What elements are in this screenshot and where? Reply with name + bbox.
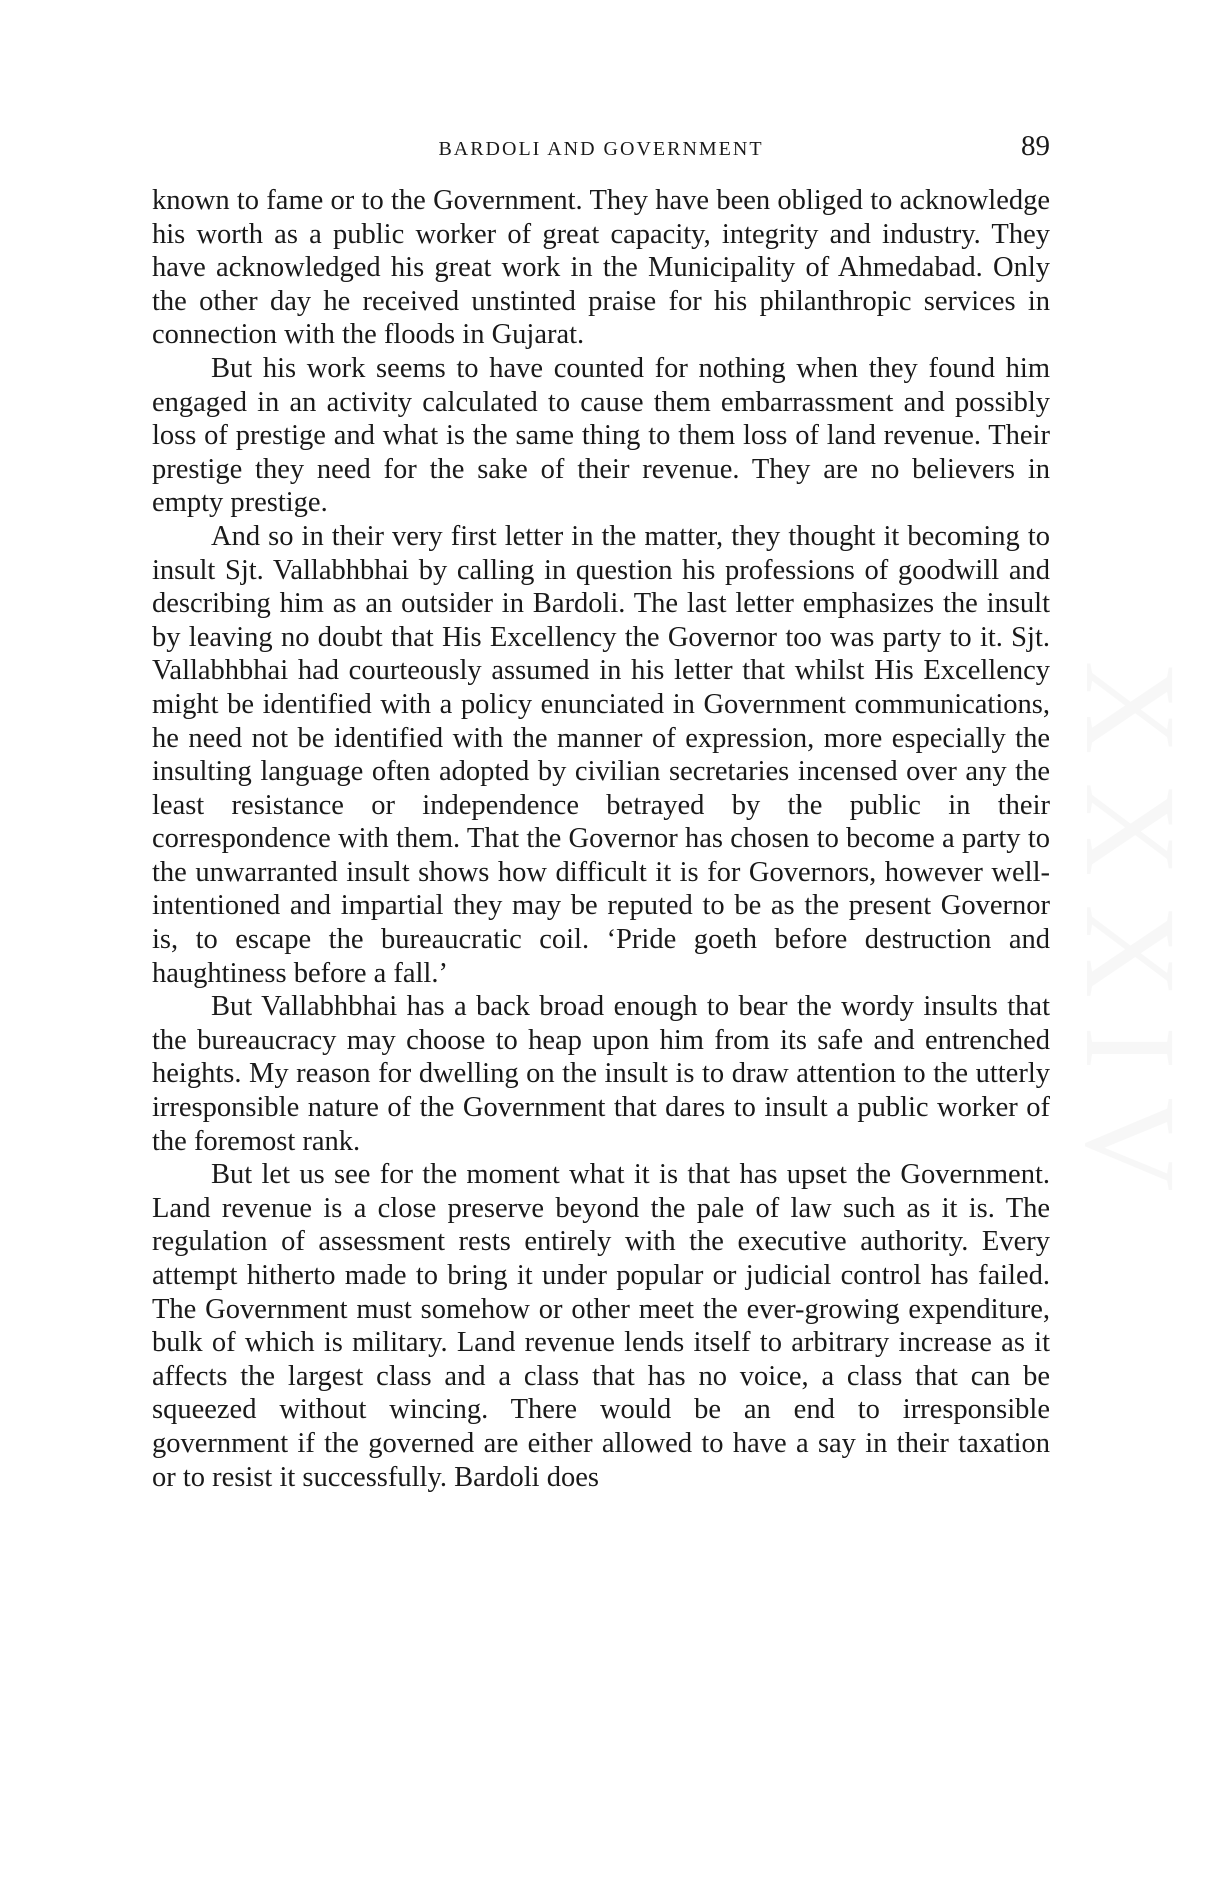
page-number: 89 [1021,130,1050,162]
body-text [152,184,1050,1494]
paragraph-5: But let us see for the moment what it is that has upset the Government. Land revenue is a close preserve beyond the pale of law such as it is. The regulation of assessment rests entirely with the executive authority. Every attempt hitherto made to bring it under popular or judicial control has failed. The Government must somehow or other meet the ever-growing expenditure, bulk of which is military. Land revenue lends itself to arbitrary increase as it affects the largest class and a class that has no voice, a class that can be squeezed without wincing. There would be an end to irresponsible government if the governed are either allowed to have a say in their taxation or to resist it successfully. Bardoli does [152,1159,1050,1493]
running-head: BARDOLI AND GOVERNMENT [438,138,764,160]
paragraph-4: But Vallabhbhai has a back broad enough to bear the wordy insults that the bureaucracy may choose to heap upon him from its safe and entrenched heights. My reason for dwelling on the insult is to draw attention to the utterly irresponsible nature of the Government that dares to insult a public worker of the foremost rank. [152,991,1050,1157]
watermark [1040,390,1220,1490]
paragraph-2: But his work seems to have counted for nothing when they found him engaged in an activity calculated to cause them embarrassment and possibly loss of prestige and what is the same thing to them loss of land revenue. Their prestige they need for the sake of their revenue. They are no believers in empty prestige. [152,352,1050,519]
watermark-text: XXXIV [1058,660,1202,1220]
paragraph-1: known to fame or to the Government. They have been obliged to acknowledge his worth as a public worker of great capacity, integrity and industry. They have acknowledged his great work in the Municipality of Ahmedabad. Only the other day he received unstinted praise for his philanthropic services in connection with the floods in Gujarat. [152,185,1050,351]
paragraph-3: And so in their very first letter in the matter, they thought it becoming to insult Sjt. Vallabhbhai by calling in question his professions of goodwill and describing him as an outsider in Bardoli. The last letter emphasizes the insult by leaving no doubt that His Excellency the Governor too was party to it. Sjt. Vallabhbhai had courteously assumed in his letter that whilst His Excellency might be identified with a policy enunciated in Government communications, he need not be identified with the manner of expression, more especially the insulting language often adopted by civilian secretaries incensed over any the least resistance or independence betrayed by the public in their correspondence with them. That the Governor has chosen to become a party to the unwarranted insult shows how difficult it is for Governors, however well-intentioned and impartial they may be reputed to be as the present Governor is, to escape the bureaucratic coil. ‘Pride goeth before destruction and haughtiness before a fall.’ [152,520,1050,989]
page-header [152,130,1050,170]
